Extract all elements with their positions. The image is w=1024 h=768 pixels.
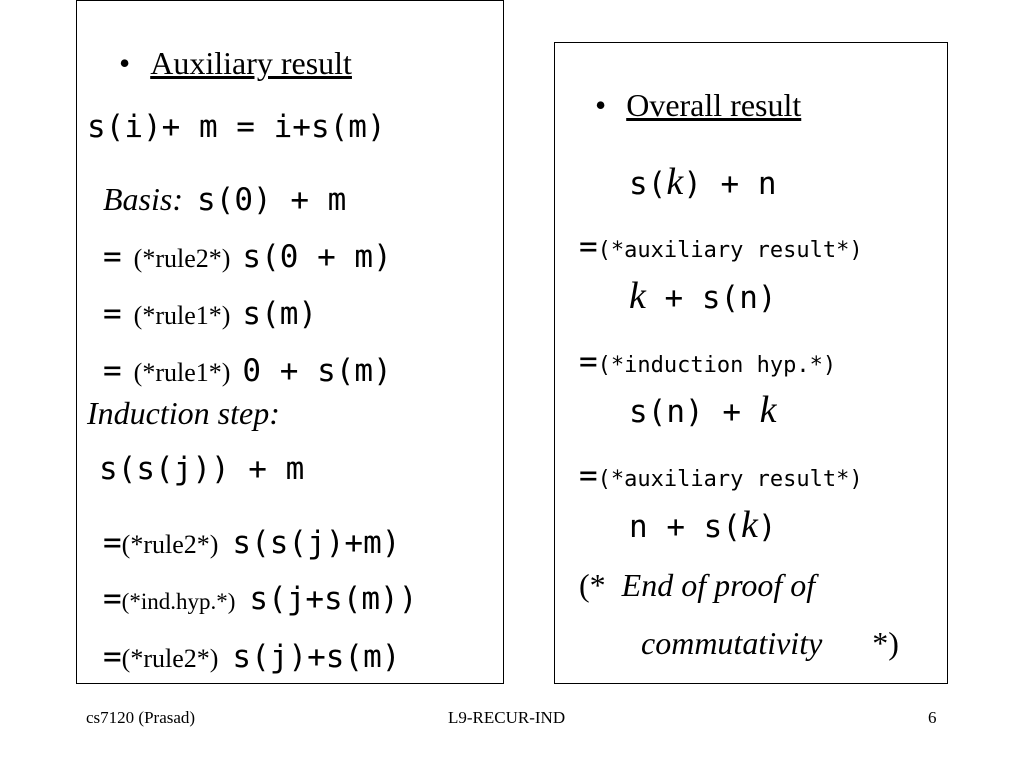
step-expr: s(0 + m) <box>242 239 392 275</box>
equals-sign: = <box>103 639 122 675</box>
equals-sign: = <box>579 344 598 380</box>
step-expr: s(m) <box>242 296 318 332</box>
auxiliary-result-panel <box>76 0 504 684</box>
end-of-proof-line-1 <box>563 553 815 617</box>
induction-step-label: Induction step: <box>87 395 280 431</box>
bullet-icon: • <box>595 87 607 123</box>
k-variable: k <box>759 389 777 431</box>
k-variable: k <box>629 275 646 317</box>
aux-title: Auxiliary result <box>150 45 352 81</box>
step-expr: s(j+s(m)) <box>249 581 418 617</box>
end-of-proof-line-2 <box>625 611 899 675</box>
bullet-icon: • <box>119 45 131 81</box>
basis-line <box>87 167 346 232</box>
expr-part: s(n) + <box>629 394 760 430</box>
rule-note: (*rule1*) <box>133 301 231 330</box>
basis-expr: s(0) + m <box>197 182 347 218</box>
overall-expr-1 <box>613 261 777 331</box>
basis-step-1 <box>87 226 392 289</box>
aux-title-line <box>87 15 352 111</box>
end-text-2: commutativity <box>641 625 823 661</box>
step-expr: s(j)+s(m) <box>232 639 401 675</box>
step-expr: s(s(j)+m) <box>232 525 401 561</box>
induction-step-1 <box>87 512 400 575</box>
expr-part: n + s( <box>629 509 741 545</box>
overall-expr-0 <box>613 147 777 217</box>
overall-result-panel <box>554 42 948 684</box>
comment-open: (* <box>579 567 606 603</box>
equals-sign: = <box>103 239 122 275</box>
rule-note: (*rule2*) <box>121 530 219 559</box>
rule-note: (*induction hyp.*) <box>597 353 837 378</box>
aux-statement: s(i)+ m = i+s(m) <box>87 109 386 145</box>
rule-note: (*rule2*) <box>121 644 219 673</box>
end-text-1: End of proof of <box>621 567 816 603</box>
overall-expr-3 <box>613 490 777 560</box>
rule-note: (*rule1*) <box>133 358 231 387</box>
overall-title: Overall result <box>626 87 802 123</box>
equals-sign: = <box>103 581 122 617</box>
induction-step-2 <box>87 568 417 631</box>
footer-page-number: 6 <box>928 708 937 727</box>
induction-step-3 <box>87 626 400 689</box>
overall-title-line <box>563 57 801 153</box>
equals-sign: = <box>103 353 122 389</box>
expr-part: + s(n) <box>645 280 777 316</box>
equals-sign: = <box>579 458 598 494</box>
step-expr: 0 + s(m) <box>242 353 392 389</box>
basis-step-3 <box>87 340 392 403</box>
overall-expr-2 <box>613 375 777 445</box>
k-variable: k <box>666 161 684 203</box>
comment-close: *) <box>872 625 899 661</box>
expr-part: ) + n <box>683 166 777 202</box>
footer-title: L9-RECUR-IND <box>448 708 566 727</box>
basis-label: Basis: <box>103 181 183 217</box>
rule-note: (*rule2*) <box>133 244 231 273</box>
expr-part: s( <box>629 166 667 202</box>
rule-note: (*auxiliary result*) <box>597 238 863 263</box>
expr-part: ) <box>757 509 777 545</box>
rule-note: (*ind.hyp.*) <box>121 589 236 614</box>
equals-sign: = <box>103 525 122 561</box>
k-variable: k <box>740 504 758 546</box>
induction-step-expr: s(s(j)) + m <box>99 451 305 487</box>
equals-sign: = <box>579 229 598 265</box>
footer-course: cs7120 (Prasad) <box>86 708 196 727</box>
rule-note: (*auxiliary result*) <box>597 467 863 492</box>
equals-sign: = <box>103 296 122 332</box>
basis-step-2 <box>87 283 317 346</box>
